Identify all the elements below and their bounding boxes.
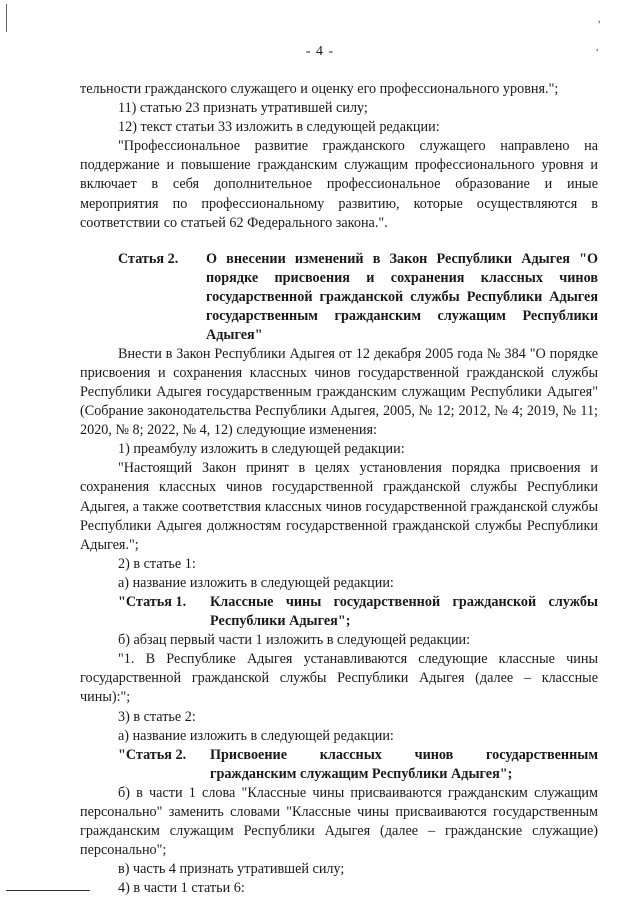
article-title: О внесении изменений в Закон Республики Адыгея "О порядке присвоения и сохранения классных чинов государственной гражданской службы Республики Адыгея государственным гражданским служащим Республики Адыгея" (206, 250, 598, 343)
paragraph: 11) статью 23 признать утратившей силу; (118, 100, 368, 117)
paragraph: Внести в Закон Республики Адыгея от 12 декабря 2005 года № 384 "О порядке присвоения и сохранения классных чинов государственной гражданской службы Республики Адыгея государственным гражданским служащим Республики Адыгея" (Собрание законодательства Республики Адыгея, 2005, № 12; 2012, № 4; 2019, № 11; 2020, № 8; 2022, № 4, 12) следующие изменения: (80, 345, 598, 439)
scan-speck: , (598, 14, 601, 25)
list-item: а) название изложить в следующей редакции: (118, 574, 394, 591)
scan-edge-line (6, 4, 7, 32)
article-label: "Статья 1. (118, 593, 187, 610)
article-title: Классные чины государственной гражданской службы Республики Адыгея"; (210, 593, 598, 630)
article-label: "Статья 2. (118, 746, 187, 763)
page-number: - 4 - (305, 44, 335, 59)
list-item: б) в части 1 слова "Классные чины присваиваются гражданским служащим персонально" заменить словами "Классные чины присваиваются государственным гражданским служащим Республики Адыгея (далее – гражданские служащие) персонально"; (80, 784, 598, 859)
scan-speck: , (596, 42, 599, 53)
article-1-new-title (80, 593, 598, 631)
paragraph: 12) текст статьи 33 изложить в следующей редакции: (118, 119, 440, 136)
paragraph: "1. В Республике Адыгея устанавливаются следующие классные чины государственной гражданской службы Республики Адыгея (далее – классные чины):"; (80, 651, 598, 706)
article-2-heading (80, 250, 598, 345)
list-item: б) абзац первый части 1 изложить в следующей редакции: (118, 632, 471, 649)
article-title: Присвоение классных чинов государственным гражданским служащим Республики Адыгея"; (210, 746, 598, 782)
paragraph: "Настоящий Закон принят в целях установления порядка присвоения и сохранения классных чинов государственной гражданской службы Республики Адыгея, а также соответствия классных чинов государственной гражданской службы Республики Адыгея должностям государственной гражданской службы Республики Адыгея."; (80, 460, 598, 553)
list-item: 1) преамбулу изложить в следующей редакции: (118, 441, 405, 458)
article-label: Статья 2. (118, 250, 179, 267)
list-item: а) название изложить в следующей редакции: (118, 727, 394, 744)
footnote-rule (6, 890, 90, 891)
paragraph: "Профессиональное развитие гражданского служащего направлено на поддержание и повышение гражданским служащим профессионального уровня и включает в себя дополнительное профессиональное образование и иные мероприятия по профессиональному развитию, которые осуществляются в соответствии со статьей 62 Федерального закона.". (80, 138, 598, 231)
list-item: 2) в статье 1: (118, 555, 196, 572)
list-item: 4) в части 1 статьи 6: (118, 880, 245, 897)
list-item: 3) в статье 2: (118, 708, 196, 725)
article-2-new-title (80, 746, 598, 784)
paragraph: тельности гражданского служащего и оценку его профессионального уровня."; (80, 81, 559, 97)
list-item: в) часть 4 признать утратившей силу; (118, 861, 345, 878)
document-body (80, 80, 598, 898)
